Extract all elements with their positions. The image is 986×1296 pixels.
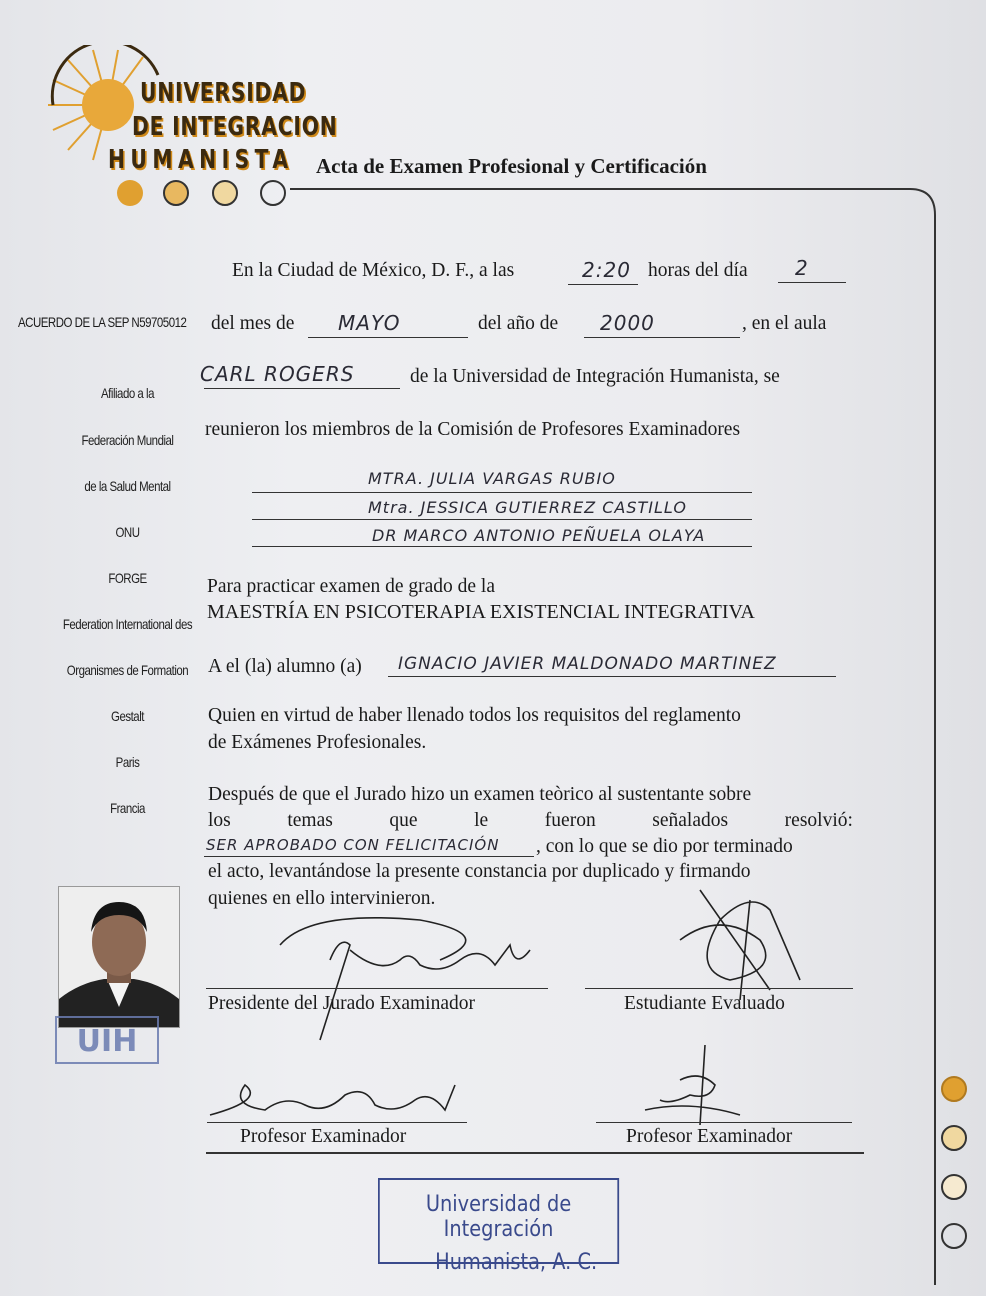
bottom-rule [206,1152,864,1154]
student-label: A el (la) alumno (a) [208,656,362,677]
body-line5: Para practicar examen de grado de la [207,576,496,597]
word: le [474,810,489,831]
stamp-line2: Humanista, A. C. [435,1250,598,1275]
margin-dot-4 [941,1223,967,1249]
sidebar-item: de la Salud Mental [84,478,171,494]
hour-field: 2:20 [582,258,631,282]
year-field: 2000 [600,311,655,335]
word: resolvió: [784,810,853,831]
logo-dot-1 [117,180,143,206]
para1-line2: de Exámenes Profesionales. [208,732,427,753]
page-title: Acta de Examen Profesional y Certificación [316,154,707,178]
logo-dot-3 [212,180,238,206]
word: señalados [652,810,729,831]
president-label: Presidente del Jurado Examinador [208,993,475,1014]
body-line4: reunieron los miembros de la Comisión de Profesores Examinadores [205,419,741,440]
sidebar-item: ONU [115,524,140,540]
body-line1-b: horas del día [648,260,748,281]
stamp-line1: Universidad de Integración [425,1192,572,1242]
sidebar-item: Paris [115,754,140,770]
prof1-label: Profesor Examinador [240,1126,407,1147]
month-field: MAYO [338,311,401,335]
sep-agreement: ACUERDO DE LA SEP N59705012 [18,314,187,330]
para2-line4: el acto, levantándose la presente constancia por duplicado y firmando [208,861,751,882]
degree-name: MAESTRÍA EN PSICOTERAPIA EXISTENCIAL INTEGRATIVA [207,601,755,623]
sidebar-item: Gestalt [111,708,144,724]
para1-line1: Quien en virtud de haber llenado todos los requisitos del reglamento [208,705,741,726]
body-line3: de la Universidad de Integración Humanista, se [410,366,780,387]
prof2-label: Profesor Examinador [626,1126,793,1147]
institution-stamp [378,1178,619,1275]
student-signature-label: Estudiante Evaluado [624,993,785,1014]
body-line2-c: , en el aula [742,313,827,334]
sidebar-item: FORGE [108,570,147,586]
uih-stamp: UIH [55,1016,159,1064]
examiner-2: Mtra. JESSICA GUTIERREZ CASTILLO [368,498,687,517]
body-line2-b: del año de [478,313,559,334]
student-portrait-icon [59,887,179,1027]
para2-line3: , con lo que se dio por terminado [536,836,793,857]
day-field: 2 [795,256,809,280]
margin-dot-1 [941,1076,967,1102]
logo-text-line2: DE INTEGRACION [132,112,338,142]
word: que [389,810,418,831]
word: los [208,810,231,831]
para2-line2 [208,810,853,832]
result-field: SER APROBADO CON FELICITACIÓN [206,836,500,854]
sidebar-item: Federation International des [62,616,193,632]
body-line1-a: En la Ciudad de México, D. F., a las [232,260,515,281]
word: temas [287,810,333,831]
sidebar-item: Francia [110,800,145,816]
body-line2-a: del mes de [211,313,295,334]
margin-dot-2 [941,1125,967,1151]
student-name: IGNACIO JAVIER MALDONADO MARTINEZ [398,654,777,674]
para2-line5: quienes en ello intervinieron. [208,888,436,909]
sidebar-item: Federación Mundial [81,432,174,448]
logo-dot-2 [163,180,189,206]
logo-dot-4 [260,180,286,206]
sidebar-item: Organismes de Formation [66,662,189,678]
student-photo [58,886,180,1028]
examiner-1: MTRA. JULIA VARGAS RUBIO [368,469,616,488]
sidebar-item: Afiliado a la [101,385,154,401]
aula-field: CARL ROGERS [200,362,355,386]
student-signature [660,880,840,1010]
examiner-3: DR MARCO ANTONIO PEÑUELA OLAYA [372,526,706,545]
word: fueron [544,810,596,831]
logo-text-line1: UNIVERSIDAD [140,78,307,108]
margin-dot-3 [941,1174,967,1200]
para2-line1: Después de que el Jurado hizo un examen teòrico al sustentante sobre [208,784,752,805]
logo-text-line3: HUMANISTA [108,145,294,175]
